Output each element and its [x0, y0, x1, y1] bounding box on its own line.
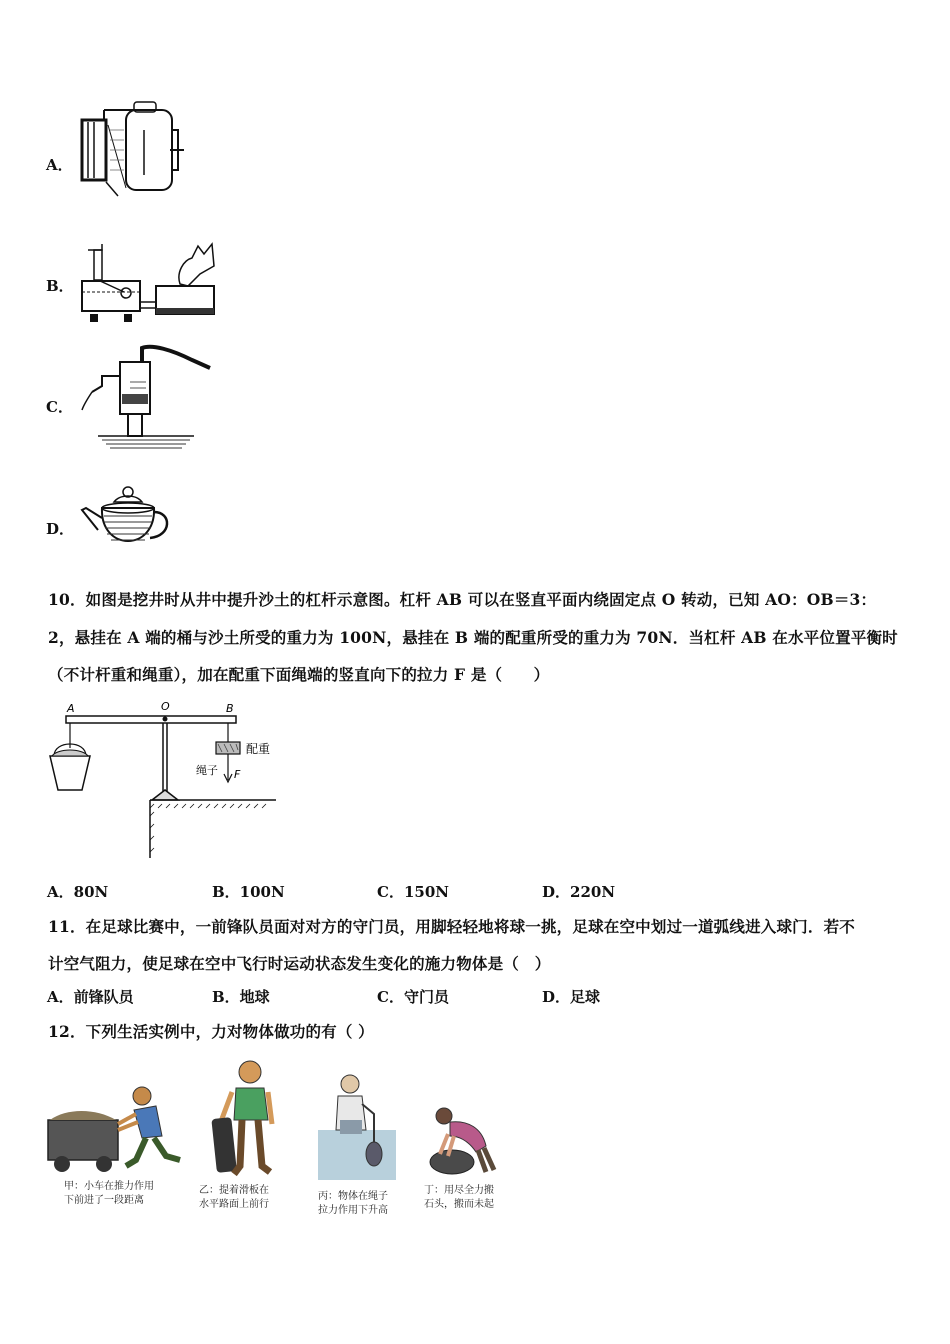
q10-choice-d[interactable]: D．220N — [542, 883, 616, 901]
lever-label-a: A — [67, 702, 75, 715]
lever-label-b: B — [226, 702, 234, 715]
q10-choice-b[interactable]: B．100N — [212, 883, 285, 901]
q12-caption-1-line-1: 甲：小车在推力作用 — [64, 1181, 154, 1192]
q12-caption-4-line-1: 丁：用尽全力搬 — [424, 1185, 494, 1196]
q12-caption-3-line-2: 拉力作用下升高 — [318, 1205, 388, 1216]
q11-choice-d[interactable]: D．足球 — [542, 988, 601, 1006]
water-pump-icon — [82, 342, 217, 454]
pivot-point — [163, 717, 168, 722]
force-label: F — [234, 768, 241, 781]
q11-choice-a[interactable]: A．前锋队员 — [47, 988, 134, 1006]
lever-diagram — [46, 696, 282, 862]
q10-line-3: （不计杆重和绳重），加在配重下面绳端的竖直向下的拉力 F 是（ ） — [48, 665, 550, 684]
q12-caption-4-line-2: 石头，搬而未起 — [424, 1199, 494, 1210]
option-d-label: D． — [46, 520, 75, 538]
q10-choice-a[interactable]: A．80N — [47, 883, 109, 901]
refrigerator-diagram-icon — [78, 100, 188, 198]
lifting-object-illustration — [318, 1070, 396, 1180]
q12-caption-2-line-1: 乙：提着滑板在 — [199, 1185, 269, 1196]
q12-caption-3-line-1: 丙：物体在绳子 — [318, 1191, 388, 1202]
pushing-stone-illustration — [424, 1104, 496, 1176]
q11-choice-b[interactable]: B．地球 — [212, 988, 270, 1006]
q12-line-1: 12．下列生活实例中，力对物体做功的有（ ） — [48, 1022, 374, 1041]
teapot-icon — [80, 482, 172, 558]
lever-bar — [66, 716, 236, 723]
option-a-label: A． — [46, 156, 73, 174]
q11-line-2: 计空气阻力，使足球在空中飞行时运动状态发生变化的施力物体是（ ） — [48, 954, 551, 973]
pushing-cart-illustration — [46, 1080, 188, 1176]
q10-line-1: 10．如图是挖井时从井中提升沙土的杠杆示意图。杠杆 AB 可以在竖直平面内绕固定点 O 转动，已知 AO：OB＝3： — [48, 590, 877, 609]
option-c-label: C． — [46, 398, 73, 416]
rope-label: 绳子 — [196, 764, 218, 777]
q12-caption-2-line-2: 水平路面上前行 — [199, 1199, 269, 1210]
q11-line-1: 11．在足球比赛中，一前锋队员面对对方的守门员，用脚轻轻地将球一挑，足球在空中划过一道弧线进入球门．若不 — [48, 917, 855, 936]
q10-choice-c[interactable]: C．150N — [377, 883, 449, 901]
lever-label-o: O — [161, 700, 170, 713]
bucket — [50, 756, 90, 790]
carrying-board-illustration — [212, 1058, 282, 1180]
q12-caption-1-line-2: 下前进了一段距离 — [64, 1195, 144, 1206]
livestock-water-trough-icon — [80, 236, 220, 326]
option-b-label: B． — [46, 277, 74, 295]
counterweight-label: 配重 — [246, 742, 271, 756]
q10-line-2: 2，悬挂在 A 端的桶与沙土所受的重力为 100N，悬挂在 B 端的配重所受的重力为 70N．当杠杆 AB 在水平位置平衡时 — [48, 628, 898, 647]
q11-choice-c[interactable]: C．守门员 — [377, 988, 449, 1006]
